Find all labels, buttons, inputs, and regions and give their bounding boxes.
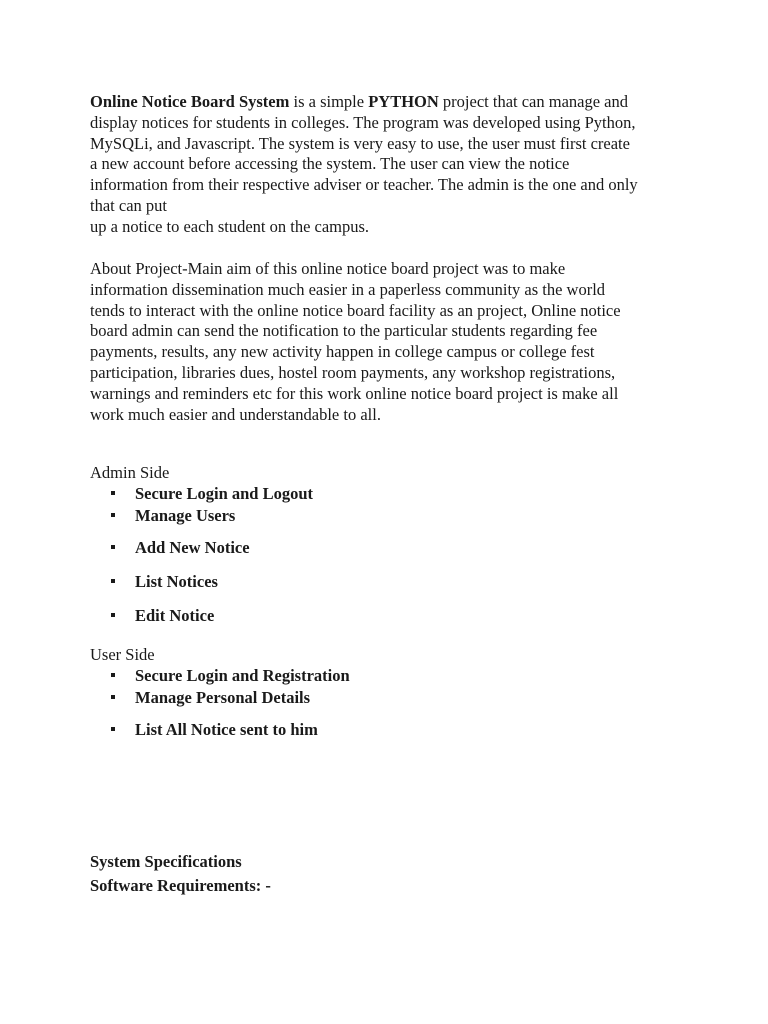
intro-line: MySQLi, and Javascript. The system is very easy to use, the user must first create — [90, 133, 630, 153]
square-bullet-icon — [111, 545, 115, 549]
intro-title-bold: Online Notice Board System — [90, 92, 290, 111]
about-line: participation, libraries dues, hostel room payments, any workshop registrations, — [90, 362, 616, 382]
list-item-label: Manage Personal Details — [135, 688, 311, 707]
user-side-heading: User Side — [90, 645, 155, 664]
system-specifications-heading: System Specifications — [90, 852, 242, 871]
list-item-label: Add New Notice — [135, 538, 250, 557]
square-bullet-icon — [111, 491, 115, 495]
software-requirements-heading: Software Requirements: - — [90, 876, 271, 895]
intro-python-bold: PYTHON — [368, 92, 439, 111]
square-bullet-icon — [111, 579, 115, 583]
list-item-label: List All Notice sent to him — [135, 720, 318, 739]
square-bullet-icon — [111, 673, 115, 677]
intro-line: information from their respective adviser or teacher. The admin is the one and only — [90, 175, 638, 195]
intro-first-line — [90, 92, 638, 113]
about-paragraph — [90, 259, 621, 425]
list-item-label: Secure Login and Registration — [135, 666, 350, 685]
intro-line: up a notice to each student on the campus. — [90, 216, 370, 236]
intro-line: display notices for students in colleges. The program was developed using Python, — [90, 112, 636, 132]
intro-line: a new account before accessing the system. The user can view the notice — [90, 154, 570, 174]
admin-side-heading: Admin Side — [90, 463, 170, 482]
intro-text-b: project that can manage and — [438, 92, 628, 111]
list-item-label: Secure Login and Logout — [135, 484, 314, 503]
about-line: board admin can send the notification to the particular students regarding fee — [90, 321, 598, 341]
about-line: About Project-Main aim of this online notice board project was to make — [90, 259, 566, 278]
square-bullet-icon — [111, 613, 115, 617]
about-line: information dissemination much easier in a paperless community as the world — [90, 279, 606, 299]
about-line: payments, results, any new activity happen in college campus or college fest — [90, 342, 595, 362]
square-bullet-icon — [111, 695, 115, 699]
intro-line: that can put — [90, 195, 167, 215]
about-line: warnings and reminders etc for this work online notice board project is make all — [90, 383, 619, 403]
square-bullet-icon — [111, 513, 115, 517]
square-bullet-icon — [111, 727, 115, 731]
intro-text-a: is a simple — [289, 92, 369, 111]
about-line: tends to interact with the online notice board facility as an project, Online notice — [90, 300, 621, 320]
intro-paragraph — [90, 92, 638, 238]
about-line: work much easier and understandable to all. — [90, 404, 381, 424]
list-item-label: List Notices — [135, 572, 218, 591]
list-item-label: Edit Notice — [135, 606, 215, 625]
list-item-label: Manage Users — [135, 506, 236, 525]
